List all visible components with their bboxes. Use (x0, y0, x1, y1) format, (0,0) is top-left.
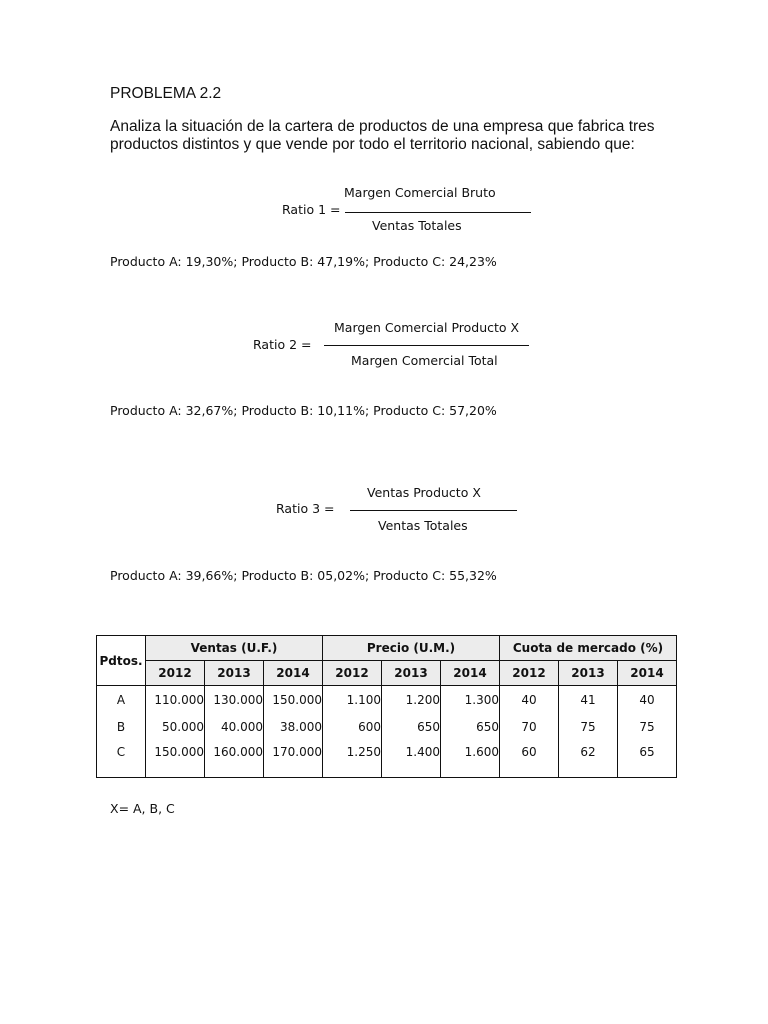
cuota-cell: 62 (559, 740, 618, 778)
ventas-cell: 50.000 (146, 713, 205, 740)
ratio-1-fraction-bar (345, 212, 531, 213)
precio-group-header: Precio (U.M.) (323, 636, 500, 661)
precio-cell: 1.250 (323, 740, 382, 778)
ratio-2-label: Ratio 2 = (253, 337, 312, 352)
precio-cell: 1.300 (441, 686, 500, 714)
ratio-3-denominator: Ventas Totales (378, 518, 468, 533)
ratio-1-label: Ratio 1 = (282, 202, 341, 217)
ratio-3-numerator: Ventas Producto X (367, 485, 481, 500)
cuota-cell: 60 (500, 740, 559, 778)
precio-cell: 1.600 (441, 740, 500, 778)
ratio-3-result: Producto A: 39,66%; Producto B: 05,02%; Producto C: 55,32% (110, 568, 497, 583)
cuota-cell: 40 (618, 686, 677, 714)
ventas-year-header: 2012 (146, 661, 205, 686)
products-column-header: Pdtos. (97, 636, 146, 686)
ratio-1-numerator: Margen Comercial Bruto (344, 185, 496, 200)
cuota-year-header: 2012 (500, 661, 559, 686)
variable-footnote: X= A, B, C (110, 801, 175, 816)
ratio-2-fraction-bar (324, 345, 529, 346)
cuota-cell: 40 (500, 686, 559, 714)
ratio-3-fraction-bar (350, 510, 517, 511)
table-row (97, 740, 677, 778)
intro-paragraph: Analiza la situación de la cartera de productos de una empresa que fabrica tres productos distintos y que vende por todo el territorio nacional, sabiendo que: (110, 118, 655, 153)
ventas-cell: 150.000 (146, 740, 205, 778)
precio-year-header: 2014 (441, 661, 500, 686)
precio-cell: 1.400 (382, 740, 441, 778)
precio-year-header: 2012 (323, 661, 382, 686)
precio-year-header: 2013 (382, 661, 441, 686)
ventas-cell: 170.000 (264, 740, 323, 778)
table-row (97, 713, 677, 740)
cuota-year-header: 2013 (559, 661, 618, 686)
ventas-cell: 110.000 (146, 686, 205, 714)
precio-cell: 1.200 (382, 686, 441, 714)
cuota-cell: 75 (618, 713, 677, 740)
ventas-cell: 150.000 (264, 686, 323, 714)
ventas-group-header: Ventas (U.F.) (146, 636, 323, 661)
cuota-cell: 70 (500, 713, 559, 740)
table-year-header-row (97, 661, 677, 686)
precio-cell: 1.100 (323, 686, 382, 714)
ventas-cell: 40.000 (205, 713, 264, 740)
cuota-year-header: 2014 (618, 661, 677, 686)
ventas-cell: 130.000 (205, 686, 264, 714)
products-data-table (96, 635, 677, 778)
ratio-1-result: Producto A: 19,30%; Producto B: 47,19%; Producto C: 24,23% (110, 254, 497, 269)
table-row (97, 686, 677, 714)
product-cell: A (97, 686, 146, 714)
table-group-header-row (97, 636, 677, 661)
product-cell: C (97, 740, 146, 778)
ventas-cell: 160.000 (205, 740, 264, 778)
cuota-cell: 65 (618, 740, 677, 778)
ventas-cell: 38.000 (264, 713, 323, 740)
ventas-year-header: 2014 (264, 661, 323, 686)
ratio-2-denominator: Margen Comercial Total (351, 353, 498, 368)
precio-cell: 650 (441, 713, 500, 740)
precio-cell: 650 (382, 713, 441, 740)
cuota-cell: 41 (559, 686, 618, 714)
ventas-year-header: 2013 (205, 661, 264, 686)
problem-title: PROBLEMA 2.2 (110, 85, 222, 102)
cuota-group-header: Cuota de mercado (%) (500, 636, 677, 661)
ratio-2-result: Producto A: 32,67%; Producto B: 10,11%; Producto C: 57,20% (110, 403, 497, 418)
product-cell: B (97, 713, 146, 740)
cuota-cell: 75 (559, 713, 618, 740)
precio-cell: 600 (323, 713, 382, 740)
ratio-3-label: Ratio 3 = (276, 501, 335, 516)
ratio-2-numerator: Margen Comercial Producto X (334, 320, 520, 335)
ratio-1-denominator: Ventas Totales (372, 218, 462, 233)
